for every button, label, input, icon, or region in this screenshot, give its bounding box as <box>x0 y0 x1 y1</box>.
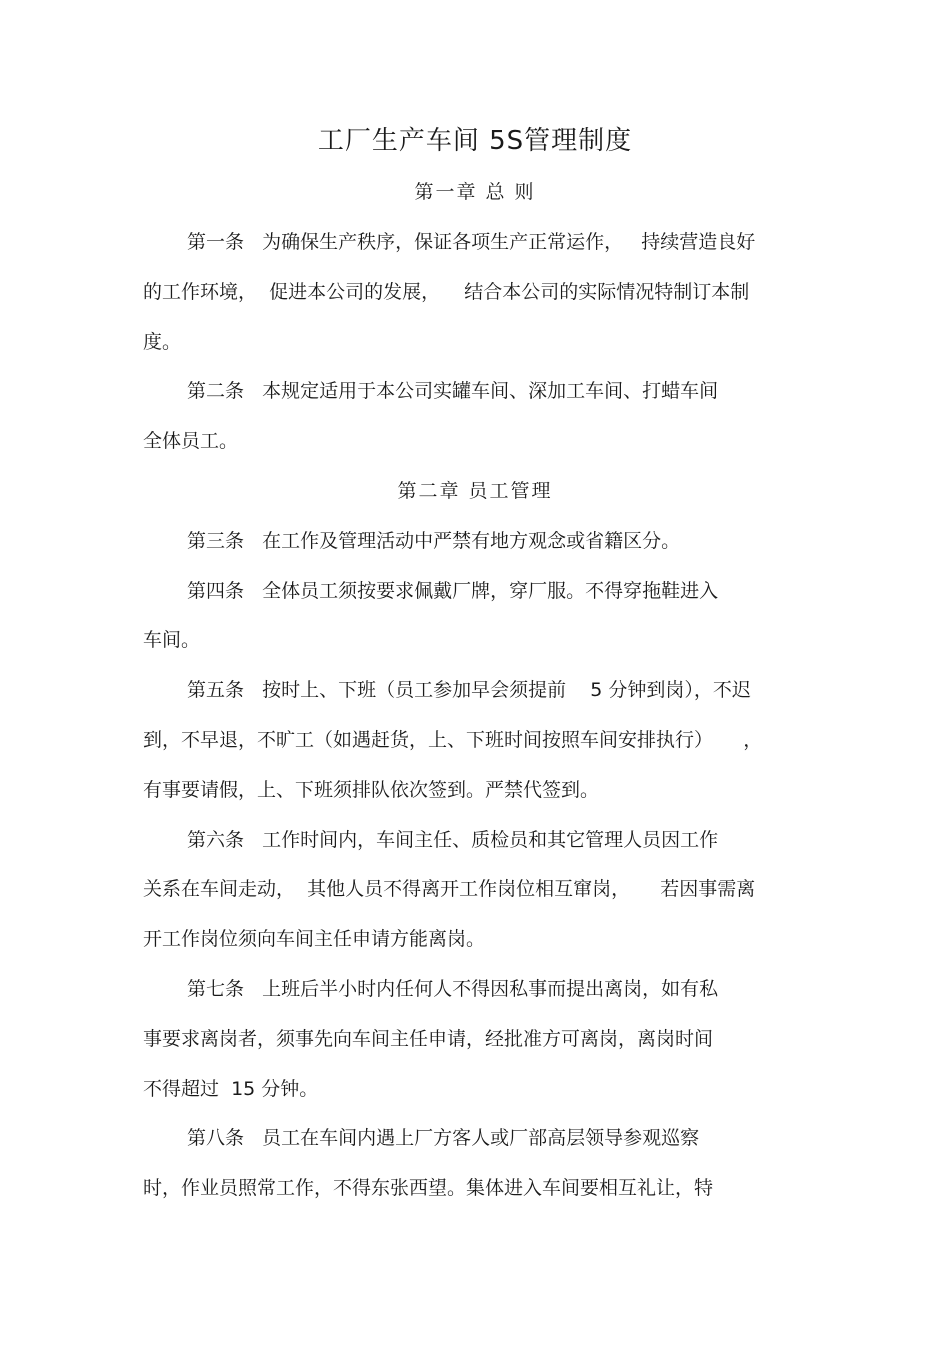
article-6-line-1: 第六条 工作时间内，车间主任、质检员和其它管理人员因工作 <box>187 829 719 851</box>
article-5-line-3: 有事要请假，上、下班须排队依次签到。严禁代签到。 <box>143 779 600 801</box>
article-8-line-1: 第八条 员工在车间内遇上厂方客人或厂部高层领导参观巡察 <box>187 1127 700 1149</box>
article-7-line-3: 不得超过 15 分钟。 <box>143 1078 319 1100</box>
chapter-heading-2: 第二章 员工管理 <box>397 480 553 502</box>
chapter-heading-1: 第一章 总 则 <box>414 181 536 203</box>
article-1-line-2: 的工作环境， 促进本公司的发展， 结合本公司的实际情况特制订本制 <box>143 281 750 303</box>
article-4-line-1: 第四条 全体员工须按要求佩戴厂牌，穿厂服。不得穿拖鞋进入 <box>187 580 719 602</box>
document-title: 工厂生产车间 5S管理制度 <box>317 126 633 156</box>
article-6-line-3: 开工作岗位须向车间主任申请方能离岗。 <box>143 928 486 950</box>
article-7-line-1: 第七条 上班后半小时内任何人不得因私事而提出离岗，如有私 <box>187 978 719 1000</box>
article-3-line-1: 第三条 在工作及管理活动中严禁有地方观念或省籍区分。 <box>187 530 681 552</box>
article-2-line-1: 第二条 本规定适用于本公司实罐车间、深加工车间、打蜡车间 <box>187 380 719 402</box>
article-1-line-3: 度。 <box>143 331 182 353</box>
article-4-line-2: 车间。 <box>143 629 201 651</box>
article-5-line-2: 到，不早退，不旷工（如遇赶货，上、下班时间按照车间安排执行） ， <box>143 729 763 751</box>
article-7-line-2: 事要求离岗者，须事先向车间主任申请，经批准方可离岗，离岗时间 <box>143 1028 714 1050</box>
article-5-line-1: 第五条 按时上、下班（员工参加早会须提前 5 分钟到岗），不迟 <box>187 679 751 701</box>
article-6-line-2: 关系在车间走动， 其他人员不得离开工作岗位相互窜岗， 若因事需离 <box>143 878 756 900</box>
article-2-line-2: 全体员工。 <box>143 430 239 452</box>
article-8-line-2: 时，作业员照常工作，不得东张西望。集体进入车间要相互礼让，特 <box>143 1177 714 1199</box>
article-1-line-1: 第一条 为确保生产秩序，保证各项生产正常运作， 持续营造良好 <box>187 231 756 253</box>
